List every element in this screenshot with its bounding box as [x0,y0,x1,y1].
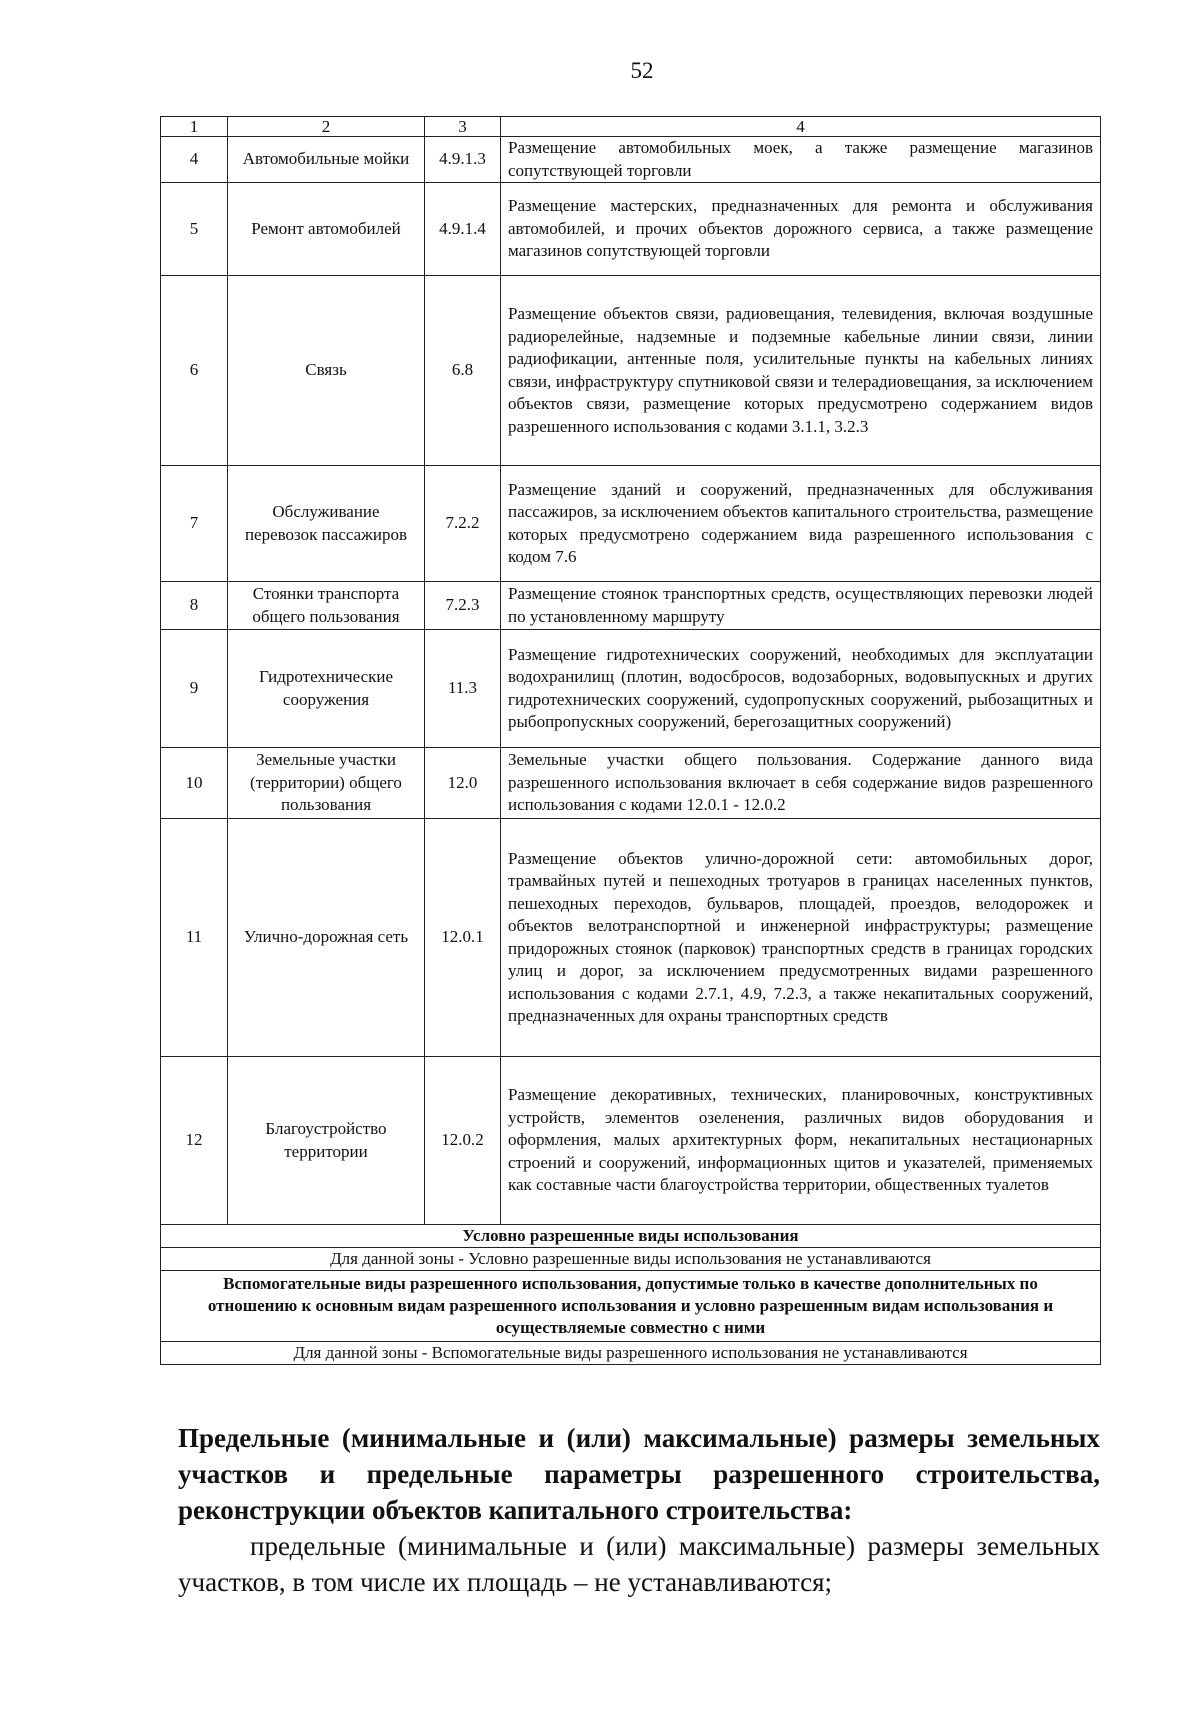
auxiliary-uses-note: Для данной зоны - Вспомогательные виды разрешенного использования не устанавливаются [161,1342,1101,1365]
use-type-name: Связь [228,276,425,466]
use-type-description: Размещение зданий и сооружений, предназначенных для обслуживания пассажиров, за исключением объектов капитального строительства, размещение которых предусмотрено содержанием вида разрешенного использования с кодом 7.6 [501,466,1101,582]
use-type-description: Размещение автомобильных моек, а также размещение магазинов сопутствующей торговли [501,137,1101,183]
table-row [161,1057,1101,1225]
use-type-description: Размещение стоянок транспортных средств, осуществляющих перевозки людей по установленному маршруту [501,582,1101,630]
use-type-name: Стоянки транспорта общего пользования [228,582,425,630]
table-row [161,466,1101,582]
use-type-code: 4.9.1.3 [425,137,501,183]
use-type-description: Размещение декоративных, технических, планировочных, конструктивных устройств, элементов озеленения, различных видов оборудования и оформления, малых архитектурных форм, некапитальных нестационарных строений и сооружений, информационных щитов и указателей, применяемых как составные части благоустройства территории, общественных туалетов [501,1057,1101,1225]
use-type-description: Размещение объектов связи, радиовещания, телевидения, включая воздушные радиорелейные, надземные и подземные кабельные линии связи, линии радиофикации, антенные поля, усилительные пункты на кабельных линиях связи, инфраструктуру спутниковой связи и телерадиовещания, за исключением объектов связи, размещение которых предусмотрено содержанием видов разрешенного использования с кодами 3.1.1, 3.2.3 [501,276,1101,466]
use-type-description: Размещение гидротехнических сооружений, необходимых для эксплуатации водохранилищ (плотин, водосбросов, водозаборных, водовыпускных и других гидротехнических сооружений, судопропускных сооружений, рыбозащитных и рыбопропускных сооружений, берегозащитных сооружений) [501,630,1101,748]
table-header-row [161,117,1101,137]
use-type-code: 12.0 [425,748,501,819]
table-row [161,630,1101,748]
use-type-description: Размещение объектов улично-дорожной сети: автомобильных дорог, трамвайных путей и пешеходных тротуаров в границах населенных пунктов, пешеходных переходов, бульваров, площадей, проездов, велодорожек и объектов велотранспортной и инженерной инфраструктуры; размещение придорожных стоянок (парковок) транспортных средств в границах городских улиц и дорог, за исключением предусмотренных видами разрешенного использования с кодами 2.7.1, 4.9, 7.2.3, а также некапитальных сооружений, предназначенных для охраны транспортных средств [501,819,1101,1057]
use-type-code: 4.9.1.4 [425,183,501,276]
table-row [161,819,1101,1057]
row-number: 10 [161,748,228,819]
use-type-code: 7.2.2 [425,466,501,582]
use-type-code: 7.2.3 [425,582,501,630]
page-number: 52 [630,58,654,83]
section-row [161,1225,1101,1248]
use-type-name: Ремонт автомобилей [228,183,425,276]
row-number: 4 [161,137,228,183]
row-number: 5 [161,183,228,276]
conditional-uses-note: Для данной зоны - Условно разрешенные виды использования не устанавливаются [161,1248,1101,1271]
use-type-code: 11.3 [425,630,501,748]
use-type-code: 12.0.1 [425,819,501,1057]
use-type-description: Земельные участки общего пользования. Содержание данного вида разрешенного использования включает в себя содержание видов разрешенного использования с кодами 12.0.1 - 12.0.2 [501,748,1101,819]
table-row [161,276,1101,466]
use-type-name: Обслуживание перевозок пассажиров [228,466,425,582]
row-number: 11 [161,819,228,1057]
row-number: 9 [161,630,228,748]
header-cell: 3 [425,117,501,137]
table-row [161,748,1101,819]
use-type-name: Автомобильные мойки [228,137,425,183]
row-number: 6 [161,276,228,466]
row-number: 7 [161,466,228,582]
use-type-name: Земельные участки (территории) общего пользования [228,748,425,819]
use-type-description: Размещение мастерских, предназначенных для ремонта и обслуживания автомобилей, и прочих объектов дорожного сервиса, а также размещение магазинов сопутствующей торговли [501,183,1101,276]
row-number: 12 [161,1057,228,1225]
section-row [161,1342,1101,1365]
use-type-code: 6.8 [425,276,501,466]
auxiliary-uses-heading: Вспомогательные виды разрешенного использования, допустимые только в качестве дополнительных по отношению к основным видам разрешенного использования и условно разрешенным видам использования и осуществляемые совместно с ними [161,1271,1101,1342]
use-type-name: Благоустройство территории [228,1057,425,1225]
use-type-name: Улично-дорожная сеть [228,819,425,1057]
header-cell: 2 [228,117,425,137]
section-row [161,1248,1101,1271]
table-row [161,582,1101,630]
conditional-uses-heading: Условно разрешенные виды использования [161,1225,1101,1248]
table-row [161,183,1101,276]
header-cell: 4 [501,117,1101,137]
use-type-code: 12.0.2 [425,1057,501,1225]
section-heading: Предельные (минимальные и (или) максимальные) размеры земельных участков и предельные параметры разрешенного строительства, реконструкции объектов капитального строительства: [178,1423,1100,1525]
section-row [161,1271,1101,1342]
land-use-table [160,116,1101,1365]
use-type-name: Гидротехнические сооружения [228,630,425,748]
table-row [161,137,1101,183]
header-cell: 1 [161,117,228,137]
row-number: 8 [161,582,228,630]
section-paragraph: предельные (минимальные и (или) максимальные) размеры земельных участков, в том числе их площадь – не устанавливаются; [178,1531,1100,1597]
